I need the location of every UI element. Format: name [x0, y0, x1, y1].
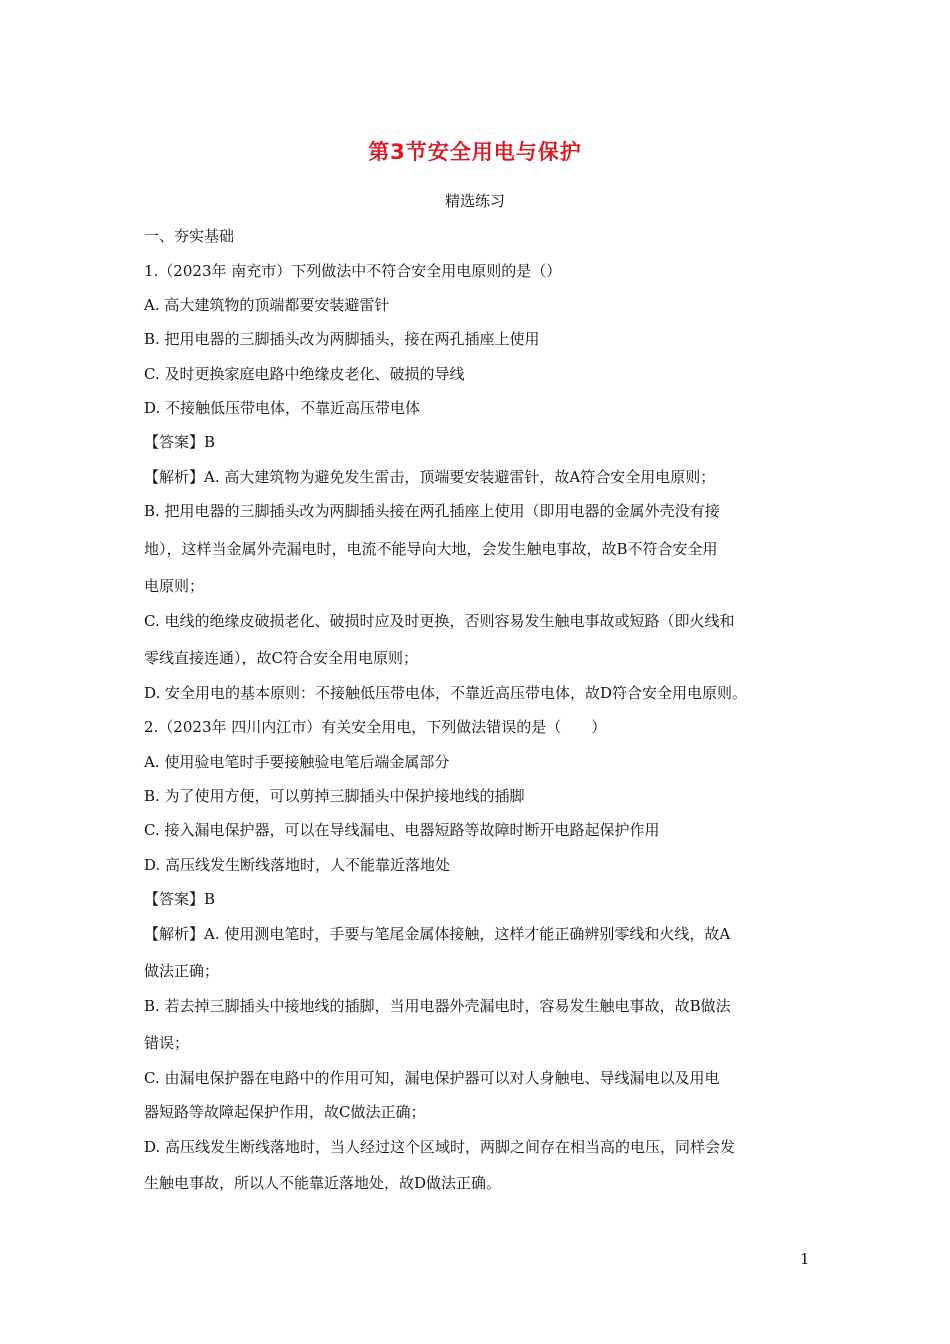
q1-option-a: A. 高大建筑物的顶端都要安装避雷针: [144, 296, 390, 314]
document-subtitle: 精选练习: [444, 192, 505, 210]
q2-explanation-line: 生触电事故，所以人不能靠近落地处，故D做法正确。: [144, 1174, 502, 1192]
question-2: 2.（2023年 四川内江市）有关安全用电，下列做法错误的是（ ）: [144, 718, 607, 736]
q1-explanation-line: B. 把用电器的三脚插头改为两脚插头接在两孔插座上使用（即用电器的金属外壳没有接: [144, 502, 720, 520]
document-title: 第3节安全用电与保护: [368, 140, 582, 164]
q2-option-b: B. 为了使用方便，可以剪掉三脚插头中保护接地线的插脚: [144, 787, 525, 805]
q2-explanation-line: D. 高压线发生断线落地时，当人经过这个区域时，两脚之间存在相当高的电压，同样会发: [144, 1138, 736, 1156]
q2-explanation-line: 做法正确；: [144, 962, 220, 980]
q1-explanation-line: 电原则；: [144, 577, 205, 595]
q1-explanation-line: 【解析】A. 高大建筑物为避免发生雷击，顶端要安装避雷针，故A符合安全用电原则；: [144, 468, 716, 486]
q2-explanation-line: B. 若去掉三脚插头中接地线的插脚，当用电器外壳漏电时，容易发生触电事故，故B做法: [144, 997, 731, 1015]
q2-option-d: D. 高压线发生断线落地时，人不能靠近落地处: [144, 856, 451, 874]
q1-explanation-line: C. 电线的绝缘皮破损老化、破损时应及时更换，否则容易发生触电事故或短路（即火线和: [144, 612, 735, 630]
q2-option-a: A. 使用验电笔时手要接触验电笔后端金属部分: [144, 753, 450, 771]
q2-explanation-line: 【解析】A. 使用测电笔时，手要与笔尾金属体接触，这样才能正确辨别零线和火线，故A: [144, 925, 731, 943]
q2-explanation-line: 错误；: [144, 1034, 190, 1052]
question-1: 1.（2023年 南充市）下列做法中不符合安全用电原则的是（）: [144, 262, 562, 280]
q1-explanation-line: D. 安全用电的基本原则：不接触低压带电体，不靠近高压带电体，故D符合安全用电原则。: [144, 684, 748, 702]
q1-explanation-line: 零线直接连通），故C符合安全用电原则；: [144, 649, 418, 667]
q1-option-d: D. 不接触低压带电体，不靠近高压带电体: [144, 399, 421, 417]
q2-option-c: C. 接入漏电保护器，可以在导线漏电、电器短路等故障时断开电路起保护作用: [144, 821, 660, 839]
q2-answer: 【答案】B: [144, 890, 216, 908]
q2-explanation-line: C. 由漏电保护器在电路中的作用可知，漏电保护器可以对人身触电、导线漏电以及用电: [144, 1069, 720, 1087]
section-heading: 一、夯实基础: [144, 227, 235, 245]
q2-explanation-line: 器短路等故障起保护作用，故C做法正确；: [144, 1103, 426, 1121]
q1-option-b: B. 把用电器的三脚插头改为两脚插头，接在两孔插座上使用: [144, 330, 540, 348]
q1-answer: 【答案】B: [144, 433, 216, 451]
page-number: 1: [800, 1250, 810, 1268]
q1-explanation-line: 地），这样当金属外壳漏电时，电流不能导向大地，会发生触电事故，故B不符合安全用: [144, 540, 718, 558]
q1-option-c: C. 及时更换家庭电路中绝缘皮老化、破损的导线: [144, 365, 465, 383]
